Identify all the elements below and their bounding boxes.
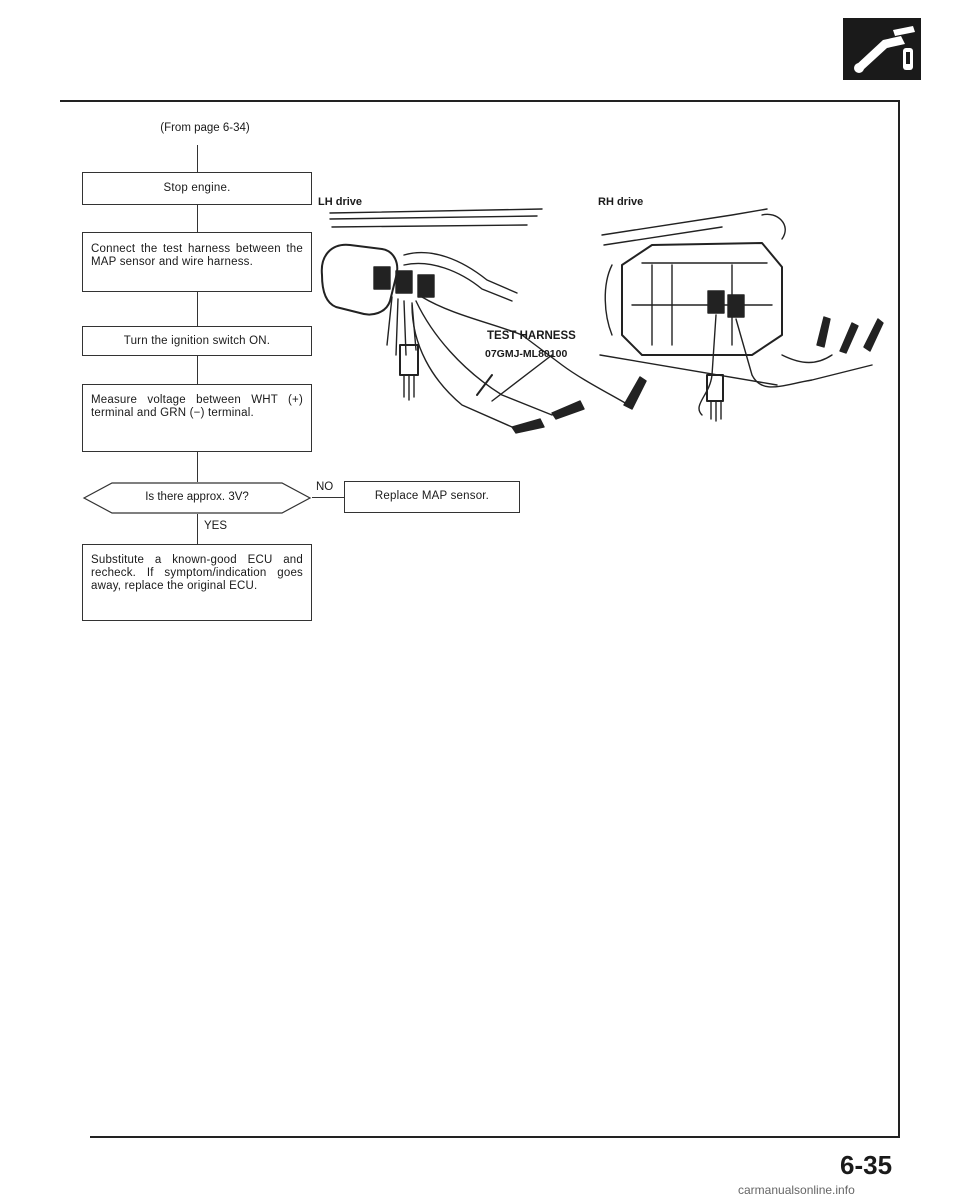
rh-drive-label: RH drive <box>598 196 644 208</box>
right-rule <box>898 100 900 1138</box>
no-action-replace-map: Replace MAP sensor. <box>344 481 520 513</box>
flow-connector <box>197 145 198 172</box>
fuel-pump-icon <box>843 18 921 80</box>
test-harness-illustration <box>312 205 887 435</box>
step-measure-voltage: Measure voltage between WHT (+) terminal and GRN (−) terminal. <box>82 384 312 452</box>
step-ignition-on: Turn the ignition switch ON. <box>82 326 312 356</box>
flow-connector <box>197 205 198 232</box>
bottom-rule <box>90 1136 900 1138</box>
from-page-label: (From page 6-34) <box>160 122 250 134</box>
page-number: 6-35 <box>840 1150 893 1180</box>
test-harness-label: TEST HARNESS <box>487 330 576 342</box>
flow-connector <box>197 356 198 384</box>
lh-drive-label: LH drive <box>318 196 363 208</box>
top-rule <box>60 100 900 102</box>
step-connect-harness: Connect the test harness between the MAP sensor and wire harness. <box>82 232 312 292</box>
decision-text: Is there approx. 3V? <box>145 491 249 503</box>
flow-connector <box>197 514 198 544</box>
yes-label: YES <box>204 520 228 532</box>
no-label: NO <box>316 481 334 493</box>
yes-action-substitute-ecu: Substitute a known-good ECU and recheck. If symptom/indication goes away, replace the original ECU. <box>82 544 312 621</box>
step-stop-engine: Stop engine. <box>82 172 312 205</box>
no-branch-line <box>312 497 344 498</box>
flow-connector <box>197 292 198 326</box>
test-harness-part-number: 07GMJ-ML80100 <box>485 348 568 360</box>
flow-connector <box>197 452 198 482</box>
site-watermark: carmanualsonline.info <box>738 1183 855 1197</box>
